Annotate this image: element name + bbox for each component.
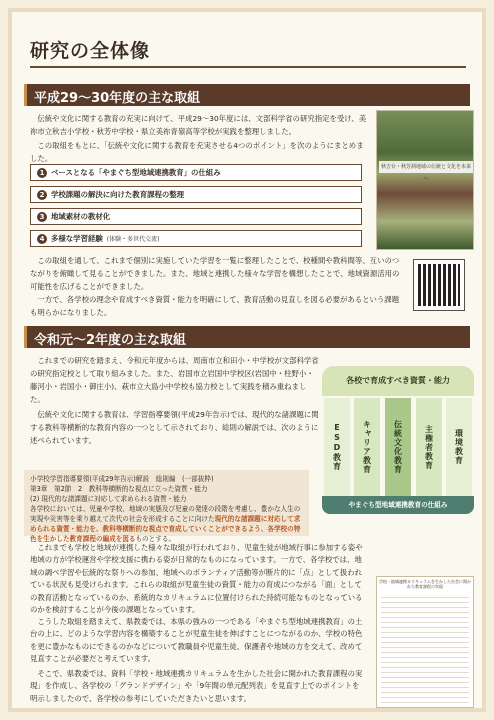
resource-thumbnail[interactable]: [376, 576, 474, 708]
point-4: [30, 230, 362, 247]
point-number-2: 2: [37, 190, 47, 200]
quote-chapter: 第3章 第2節 2 教科等横断的な視点に立った資質・能力: [30, 485, 208, 493]
point-3: [30, 208, 362, 225]
quote-body: [30, 504, 303, 544]
point-2: [30, 186, 362, 203]
quote-body-text: 各学校においては、児童や学校、地域の実態及び児童の発達の段階を考慮し、豊かな人生の実現や災害等を乗り越えて次代の社会を形成することに向けた: [30, 505, 301, 523]
pillar-citizenship: 主権者教育: [416, 398, 442, 496]
quote-subheading: (2) 現代的な諸課題に対応して求められる資質・能力: [30, 495, 187, 503]
point-note-4: (体験・多世代交流): [106, 236, 160, 243]
pillar-esd: ESD教育: [324, 398, 350, 496]
section1-paragraph-1: 伝統や文化に関する教育の充実に向けて、平成29～30年度には、文部科学省の研究指定を受け、美祢市立秋吉小学校・秋芳中学校・県立美祢青嶺高等学校が実践を整理しました。: [30, 114, 367, 136]
section2-paragraph-5: そこで、県教委では、資料「学校・地域連携カリキュラムを生かした社会に開かれた教育課程の実現」を作成し、各学校の「グランドデザイン」や「9年間の単元配列表」を見直す上でのポイントを明示しましたので、各学校の参考にしていただきたいと思います。: [30, 669, 363, 703]
point-label-2: 学校課題の解決に向けた教育課程の整理: [51, 190, 185, 199]
section2-paragraph-3: これまでも学校と地域が連携した様々な取組が行われており、児童生徒が地域行事に参加する姿や地域の方が学校運営や学校支援に携わる姿が日常的なものになっています。一方で、各学校では、地域の調べ学習や伝統的な祭りへの参加、地域へのボランティア活動等が断片的に「点」として扱われている状況も見受けられます。これらの取組が児童生徒の資質・能力の育成につながる「面」としての教育活動となっているのか、系統的なカリキュラムに位置付けられた持続可能なものとなっているのかを検討することが今後の課題となっています。: [30, 543, 363, 615]
section1-paragraph-4: 一方で、各学校の理念や育成すべき資質・能力を明確にして、教育活動の見直しを図る必要があるという課題も明らかになりました。: [30, 295, 400, 317]
point-1: [30, 164, 362, 181]
section2-paragraph-1: これまでの研究を踏まえ、令和元年度からは、周南市立和田小・中学校が文部科学省の研究指定校として取り組みました。また、岩国市立岩国中学校区(岩国中・柱野小・藤河小・岩国小・御庄小)、萩市立大島小中学校も協力校として実践を積み重ねました。: [30, 356, 319, 404]
four-points-list: [30, 164, 362, 252]
pillar-career: キャリア教育: [354, 398, 380, 496]
activity-photo-collage: [376, 110, 474, 250]
diagram-base-label: やまぐち型地域連携教育の仕組み: [322, 496, 474, 514]
point-label-4: 多様な学習経験: [51, 234, 103, 243]
point-label-3: 地域素材の教材化: [51, 212, 111, 221]
quote-source: 小学校学習指導要領(平成29年告示)解説 総則編 (一部抜粋): [30, 475, 214, 483]
page-title: 研究の全体像: [30, 40, 151, 62]
thumbnail-body: [381, 593, 469, 703]
point-number-1: 1: [37, 168, 47, 178]
section1-heading: 平成29～30年度の主な取組: [24, 84, 470, 106]
guideline-quote-box: [24, 470, 309, 543]
title-divider: [30, 66, 466, 68]
quote-highlight: 現代的な諸課題に対応して求められる資質・能力を、教科等横断的な視点で育成していくことができるよう、各学校の特色を生かした教育課程の編成を図る: [30, 515, 301, 543]
pillar-tradition: 伝統文化教育: [385, 398, 411, 496]
point-number-4: 4: [37, 234, 47, 244]
thumbnail-title: 学校・地域連携カリキュラムを生かした社会に開かれた教育課程の実現: [379, 579, 471, 589]
section2-paragraph-4: こうした取組を踏まえて、県教委では、本県の強みの一つである「やまぐち型地域連携教育」の土台の上に、どのような学習内容を構築することが児童生徒を伸ばすことにつながるのか、学校の特色を更に豊かなものにできるのかなどについて教職員や児童生徒、保護者や地域の方を交えて、改めて見直すことが必要だと考えています。: [30, 617, 363, 664]
section1-paragraph-3: この取組を通して、これまで個別に実施していた学習を一覧に整理したことで、校種間や教科間等、互いのつながりを俯瞰して見ることができました。また、地域と連携した様々な学習を構想したことで、地域資源活用の可能性を広げることができました。: [30, 256, 400, 291]
section2-paragraph-2: 伝統や文化に関する教育は、学習指導要領(平成29年告示)では、現代的な諸課題に関する教科等横断的な教育内容の一つとして示されており、総則の解説では、次のように述べられています。: [30, 410, 319, 445]
competency-diagram: [322, 366, 474, 516]
diagram-top-label: 各校で育成すべき資質・能力: [322, 366, 474, 396]
section1-paragraph-2: この取組をもとに、「伝統や文化に関する教育を充実させる4つのポイント」を次のようにまとめました。: [30, 141, 364, 163]
qr-code-icon[interactable]: [414, 260, 464, 310]
quote-tail: ものとする。: [135, 535, 176, 543]
point-number-3: 3: [37, 212, 47, 222]
photo-caption: 秋吉台・秋芳洞地域の伝統と文化を未来へ: [379, 161, 473, 173]
section2-heading: 令和元～2年度の主な取組: [24, 326, 470, 348]
pillar-environment: 環境教育: [446, 398, 472, 496]
point-label-1: ベースとなる「やまぐち型地域連携教育」の仕組み: [51, 168, 221, 177]
